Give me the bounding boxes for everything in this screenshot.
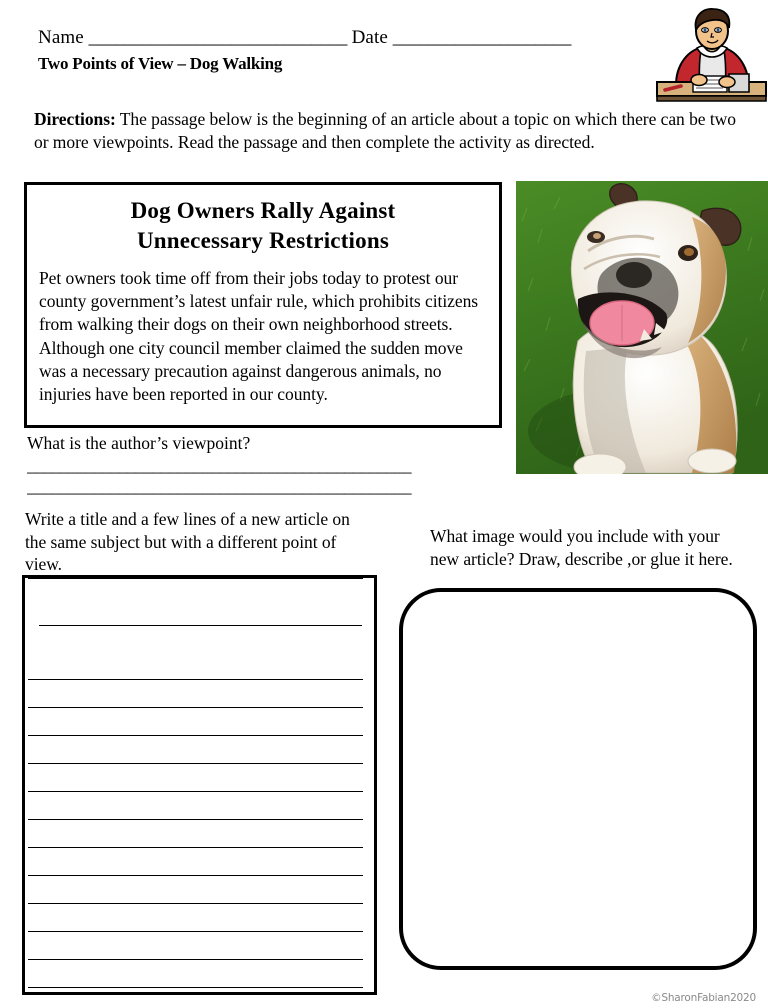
writing-line[interactable] xyxy=(28,959,363,960)
date-label: Date xyxy=(351,27,388,48)
name-date-row xyxy=(38,26,658,50)
new-article-writing-box[interactable] xyxy=(22,575,377,995)
directions-label: Directions: xyxy=(34,109,116,129)
writing-line[interactable] xyxy=(28,987,363,988)
article-headline xyxy=(43,196,483,256)
copyright-notice: ©SharonFabian2020 xyxy=(651,992,756,1004)
article-headline-line-1: Dog Owners Rally Against xyxy=(130,198,396,223)
name-blank-rule[interactable]: _____________________________ xyxy=(88,27,347,48)
writing-line[interactable] xyxy=(28,679,363,680)
answer-line-2[interactable]: ______________________________________________ xyxy=(27,476,412,496)
write-article-prompt: Write a title and a few lines of a new article on the same subject but with a different point of view. xyxy=(25,509,350,574)
writing-line[interactable] xyxy=(28,875,363,876)
new-article-title-line[interactable] xyxy=(39,625,362,626)
writing-line[interactable] xyxy=(28,763,363,764)
article-headline-line-2: Unnecessary Restrictions xyxy=(136,228,389,253)
image-prompt: What image would you include with your new article? Draw, describe ,or glue it here. xyxy=(430,526,733,569)
directions-block xyxy=(34,108,754,154)
article-body-text: Pet owners took time off from their jobs today to protest our county government’s latest unfair rule, which prohibits citizens from walking their dogs on their own neighborhood streets. Although one city council member claimed the sudden move was a necessary precaution against dangerous animals, no injuries have been reported in our county. xyxy=(39,268,479,405)
directions-text: The passage below is the beginning of an article about a topic on which there can be two or more viewpoints. Read the passage and then complete the activity as directed. xyxy=(34,109,736,152)
writing-line[interactable] xyxy=(28,735,363,736)
worksheet-header xyxy=(38,26,658,75)
writing-line[interactable] xyxy=(28,931,363,932)
writing-line[interactable] xyxy=(28,903,363,904)
viewpoint-answer-lines[interactable] xyxy=(27,455,497,497)
bulldog-photo xyxy=(516,181,768,474)
page-title: Two Points of View – Dog Walking xyxy=(38,54,283,73)
article-passage-box xyxy=(24,182,502,428)
date-blank-rule[interactable]: ____________________ xyxy=(392,27,571,48)
writing-line[interactable] xyxy=(28,847,363,848)
writing-line[interactable] xyxy=(28,791,363,792)
image-drawing-box[interactable] xyxy=(399,588,757,970)
writing-lines xyxy=(25,578,374,992)
writing-line[interactable] xyxy=(28,819,363,820)
viewpoint-question: What is the author’s viewpoint? xyxy=(27,433,251,453)
writing-line[interactable] xyxy=(28,707,363,708)
boy-writing-at-desk-icon xyxy=(655,6,768,103)
answer-line-1[interactable]: ______________________________________________ xyxy=(27,455,412,475)
name-label: Name xyxy=(38,27,84,48)
